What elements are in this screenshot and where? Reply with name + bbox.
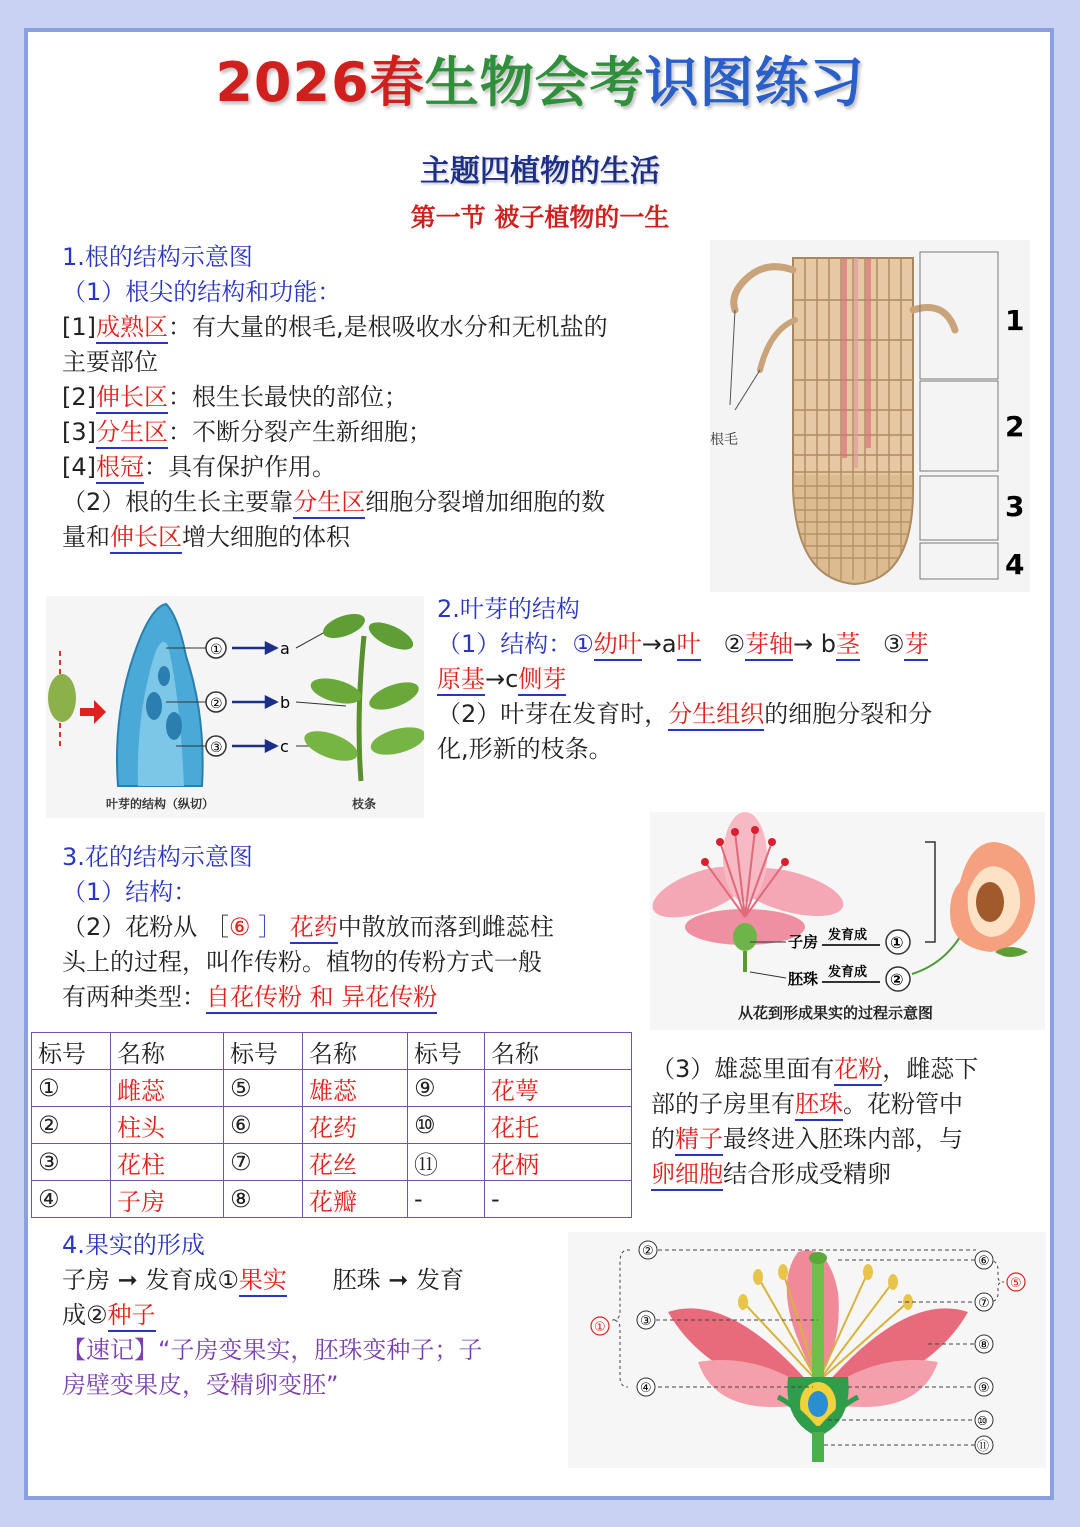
flower-to-fruit-figure xyxy=(650,812,1045,1030)
page-title: 2026春生物会考识图练习 xyxy=(215,51,865,114)
root-zone-4: 4 xyxy=(1005,548,1025,581)
table-cell: 子房 xyxy=(111,1181,224,1218)
fruit-section xyxy=(62,1228,482,1403)
bud-heading: 2.叶芽的结构 xyxy=(437,595,580,623)
bud-develop-line: （2）叶芽在发育时，分生组织的细胞分裂和分 xyxy=(437,697,932,732)
flower-sub2: （2）花粉从 ［⑥ ］ 花药中散放而落到雌蕊柱 xyxy=(62,910,554,945)
diagram-label-6: ⑥ xyxy=(978,1254,990,1269)
table-cell: 花柄 xyxy=(485,1144,632,1181)
table-cell: - xyxy=(485,1181,632,1218)
table-cell: ① xyxy=(32,1070,111,1107)
bud-letter-b: b xyxy=(280,693,291,712)
root-section xyxy=(62,240,608,555)
leaf-bud-figure xyxy=(46,596,424,818)
table-cell: ⑦ xyxy=(224,1144,303,1181)
table-cell: 花丝 xyxy=(303,1144,408,1181)
root-item-1: [1]成熟区：有大量的根毛,是根吸收水分和无机盐的 xyxy=(62,310,608,345)
table-cell: 柱头 xyxy=(111,1107,224,1144)
root-zone-1: 1 xyxy=(1005,304,1025,337)
bud-letter-c: c xyxy=(280,737,289,756)
table-cell: 花萼 xyxy=(485,1070,632,1107)
flower-sub2-cont: 头上的过程，叫作传粉。植物的传粉方式一般 xyxy=(62,948,542,976)
table-cell: ⑪ xyxy=(408,1144,485,1181)
flower-sub3-line3: 的精子最终进入胚珠内部，与 xyxy=(651,1122,978,1157)
table-header: 名称 xyxy=(485,1033,632,1070)
table-header: 名称 xyxy=(303,1033,408,1070)
bud-letter-a: a xyxy=(280,639,290,658)
bud-structure-line: （1）结构：①幼叶→a叶 ②芽轴→ b茎 ③芽 xyxy=(437,627,932,662)
flower-sub3-line4: 卵细胞结合形成受精卵 xyxy=(651,1157,978,1192)
bud-mark-2: ② xyxy=(210,696,223,712)
root-item-1-cont: 主要部位 xyxy=(62,348,158,376)
theme-title: 主题四植物的生活 xyxy=(420,154,660,189)
root-item-3: [3]分生区：不断分裂产生新细胞； xyxy=(62,415,608,450)
flower-heading: 3.花的结构示意图 xyxy=(62,843,253,871)
bud-structure-line-2: 原基→c侧芽 xyxy=(437,662,932,697)
table-cell: 雄蕊 xyxy=(303,1070,408,1107)
table-header: 标号 xyxy=(32,1033,111,1070)
table-cell: 花药 xyxy=(303,1107,408,1144)
diagram-label-10: ⑩ xyxy=(977,1414,988,1428)
table-cell: 花托 xyxy=(485,1107,632,1144)
root-hair-label: 根毛 xyxy=(710,432,738,448)
bud-section xyxy=(437,592,932,767)
diagram-label-9: ⑨ xyxy=(978,1381,990,1396)
root-tip-figure xyxy=(705,240,1035,592)
table-row xyxy=(32,1107,632,1144)
diagram-label-7: ⑦ xyxy=(978,1296,990,1311)
table-cell: ⑨ xyxy=(408,1070,485,1107)
fruit-heading: 4.果实的形成 xyxy=(62,1231,205,1259)
table-cell: ③ xyxy=(32,1144,111,1181)
fruit-fig-ovule: 胚珠 xyxy=(788,970,819,988)
fruit-memo-1: 【速记】“子房变果实，胚珠变种子；子 xyxy=(62,1336,483,1364)
fruit-line1: 子房 ➞ 发育成①果实 胚珠 ➞ 发育 xyxy=(62,1263,482,1298)
diagram-label-1: ① xyxy=(594,1320,606,1335)
bud-mark-1: ① xyxy=(210,642,223,658)
root-sub2: （2）根的生长主要靠分生区细胞分裂增加细胞的数 xyxy=(62,485,608,520)
table-cell: ⑤ xyxy=(224,1070,303,1107)
diagram-label-3: ③ xyxy=(640,1314,652,1329)
table-cell: 雌蕊 xyxy=(111,1070,224,1107)
fruit-line2: 成②种子 xyxy=(62,1298,482,1333)
root-heading: 1.根的结构示意图 xyxy=(62,243,253,271)
root-sub1: （1）根尖的结构和功能： xyxy=(62,278,342,306)
fruit-memo-2: 房壁变果皮，受精卵变胚” xyxy=(62,1371,339,1399)
table-row xyxy=(32,1070,632,1107)
flower-sub3 xyxy=(651,1052,978,1192)
table-cell: ⑩ xyxy=(408,1107,485,1144)
table-header: 名称 xyxy=(111,1033,224,1070)
flower-sub3-line2: 部的子房里有胚珠。花粉管中 xyxy=(651,1087,978,1122)
fruit-fig-develop-2: 发育成 xyxy=(828,965,868,980)
table-row xyxy=(32,1181,632,1218)
diagram-label-4: ④ xyxy=(640,1381,652,1396)
root-sub2-cont: 量和伸长区增大细胞的体积 xyxy=(62,520,608,555)
bud-mark-3: ③ xyxy=(210,740,223,756)
fruit-fig-caption: 从花到形成果实的过程示意图 xyxy=(738,1004,934,1022)
table-cell: ⑥ xyxy=(224,1107,303,1144)
flower-structure-diagram xyxy=(568,1232,1046,1468)
fruit-fig-develop-1: 发育成 xyxy=(828,928,868,943)
flower-parts-table xyxy=(31,1032,632,1218)
bud-caption-left: 叶芽的结构（纵切） xyxy=(106,797,215,811)
diagram-label-11: ⑪ xyxy=(977,1439,990,1453)
bud-develop-line-2: 化,形新的枝条。 xyxy=(437,735,613,763)
table-cell: ④ xyxy=(32,1181,111,1218)
table-cell: ⑧ xyxy=(224,1181,303,1218)
table-header: 标号 xyxy=(224,1033,303,1070)
table-cell: ② xyxy=(32,1107,111,1144)
fruit-fig-mark-2: ② xyxy=(890,970,904,989)
diagram-label-8: ⑧ xyxy=(978,1338,990,1353)
table-cell: - xyxy=(408,1181,485,1218)
bud-caption-right: 枝条 xyxy=(352,797,377,811)
root-item-2: [2]伸长区：根生长最快的部位； xyxy=(62,380,608,415)
flower-sub2-cont2: 有两种类型：自花传粉 和 异花传粉 xyxy=(62,980,554,1015)
fruit-fig-ovary: 子房 xyxy=(788,933,819,951)
root-item-4: [4]根冠：具有保护作用。 xyxy=(62,450,608,485)
table-header-row xyxy=(32,1033,632,1070)
table-header: 标号 xyxy=(408,1033,485,1070)
diagram-label-2: ② xyxy=(642,1244,654,1259)
diagram-label-5: ⑤ xyxy=(1010,1276,1022,1291)
root-zone-3: 3 xyxy=(1005,490,1025,523)
flower-sub3-line1: （3）雄蕊里面有花粉，雌蕊下 xyxy=(651,1052,978,1087)
flower-section xyxy=(62,840,554,1015)
fruit-fig-mark-1: ① xyxy=(890,933,904,952)
table-cell: 花柱 xyxy=(111,1144,224,1181)
table-cell: 花瓣 xyxy=(303,1181,408,1218)
root-zone-2: 2 xyxy=(1005,410,1025,443)
flower-sub1: （1）结构： xyxy=(62,878,198,906)
table-row xyxy=(32,1144,632,1181)
section-title: 第一节 被子植物的一生 xyxy=(410,203,670,232)
